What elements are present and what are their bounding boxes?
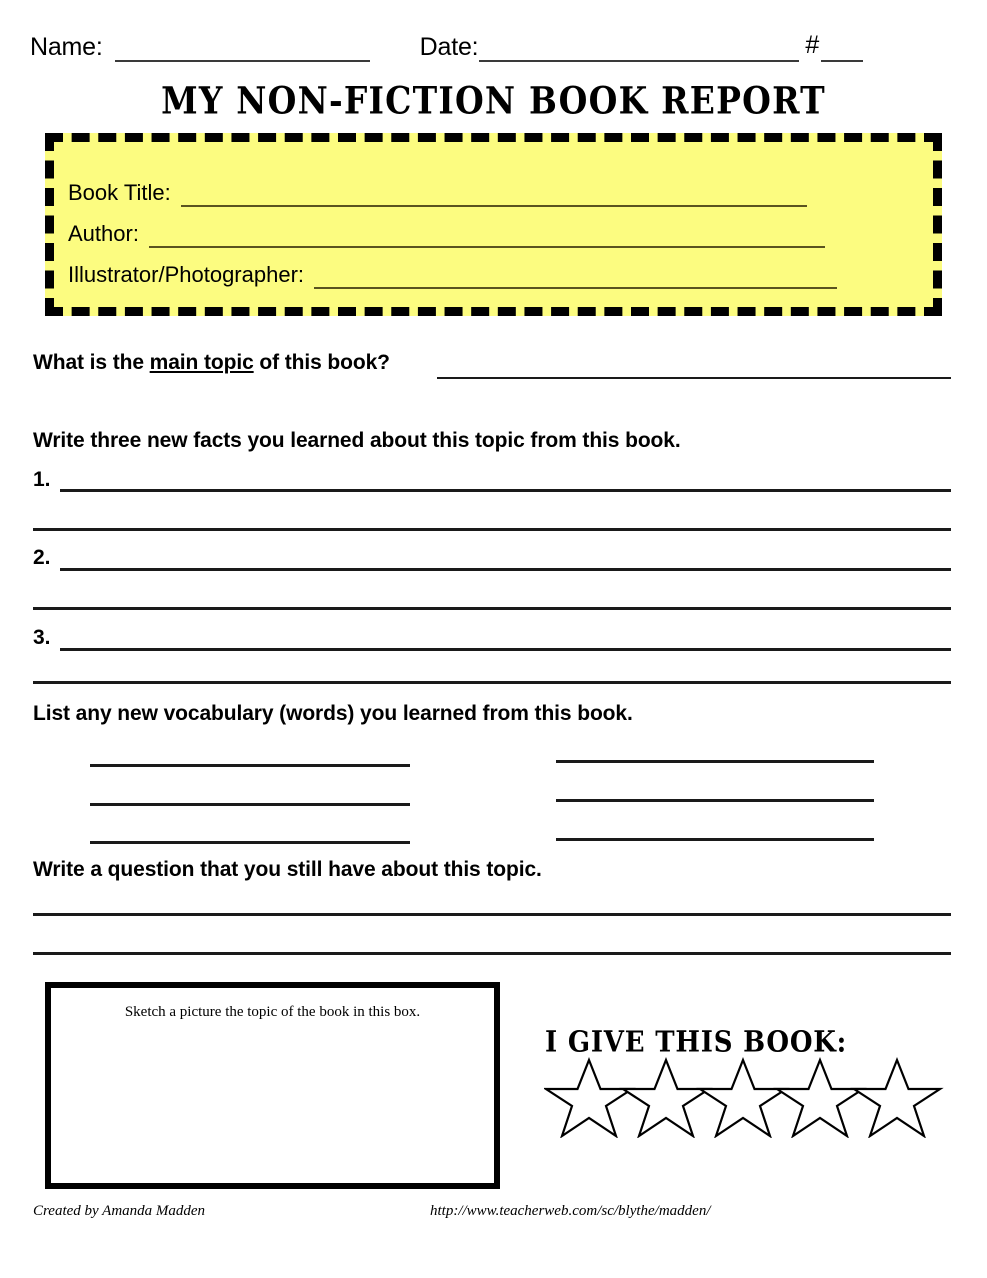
illustrator-blank-line[interactable] — [314, 287, 837, 289]
question-answer-line-2[interactable] — [33, 952, 951, 955]
book-title-field — [68, 166, 933, 207]
footer-credit: Created by Amanda Madden — [33, 1203, 206, 1219]
star-4 — [777, 1060, 863, 1136]
main-topic-answer-line[interactable] — [437, 377, 951, 379]
sketch-box[interactable] — [45, 982, 500, 1189]
date-blank-line[interactable] — [479, 60, 799, 62]
fact-1-line-a[interactable] — [60, 489, 951, 492]
fact-1-line-b[interactable] — [33, 528, 951, 531]
fact-3-line-a[interactable] — [60, 648, 951, 651]
star-rating[interactable] — [544, 1056, 964, 1138]
vocabulary-blank-5[interactable] — [90, 841, 410, 844]
footer-url: http://www.teacherweb.com/sc/blythe/madden/ — [430, 1203, 711, 1219]
footer — [0, 1203, 987, 1227]
date-label: Date: — [419, 33, 479, 61]
star-2 — [623, 1060, 709, 1136]
star-5 — [854, 1060, 940, 1136]
vocabulary-prompt: List any new vocabulary (words) you learned from this book. — [33, 702, 633, 725]
star-1 — [546, 1060, 632, 1136]
author-label: Author: — [68, 221, 139, 246]
main-topic-prefix: What is the — [33, 351, 150, 374]
main-topic-suffix: of this book? — [253, 351, 390, 374]
name-blank-line[interactable] — [115, 60, 370, 62]
vocabulary-blank-4[interactable] — [556, 799, 874, 802]
star-3 — [700, 1060, 786, 1136]
author-field — [68, 207, 933, 248]
header-row — [30, 28, 957, 62]
star-rating-svg — [544, 1056, 964, 1138]
fact-number-3: 3. — [33, 626, 51, 649]
fact-2-line-b[interactable] — [33, 607, 951, 610]
illustrator-label: Illustrator/Photographer: — [68, 262, 305, 287]
book-info-fields — [54, 142, 933, 307]
book-title-label: Book Title: — [68, 180, 171, 205]
fact-3-line-b[interactable] — [33, 681, 951, 684]
fact-number-2: 2. — [33, 546, 51, 569]
name-label: Name: — [30, 33, 103, 61]
rating-title: I GIVE THIS BOOK: — [545, 1026, 848, 1059]
vocabulary-blank-6[interactable] — [556, 838, 874, 841]
fact-number-1: 1. — [33, 468, 51, 491]
author-blank-line[interactable] — [149, 246, 825, 248]
question-prompt: Write a question that you still have about this topic. — [33, 858, 542, 881]
main-topic-question — [33, 352, 390, 373]
page-title: MY NON-FICTION BOOK REPORT — [161, 79, 826, 123]
illustrator-field — [68, 248, 933, 289]
main-topic-underlined: main topic — [149, 351, 254, 374]
question-answer-line-1[interactable] — [33, 913, 951, 916]
fact-2-line-a[interactable] — [60, 568, 951, 571]
book-title-blank-line[interactable] — [181, 205, 807, 207]
vocabulary-blank-1[interactable] — [90, 764, 410, 767]
vocabulary-blank-3[interactable] — [90, 803, 410, 806]
facts-prompt: Write three new facts you learned about this topic from this book. — [33, 429, 681, 452]
number-label: # — [805, 31, 820, 59]
book-info-box — [45, 133, 942, 316]
number-blank-line[interactable] — [821, 60, 863, 62]
vocabulary-blank-2[interactable] — [556, 760, 874, 763]
sketch-instruction: Sketch a picture the topic of the book in this box. — [124, 1004, 421, 1020]
